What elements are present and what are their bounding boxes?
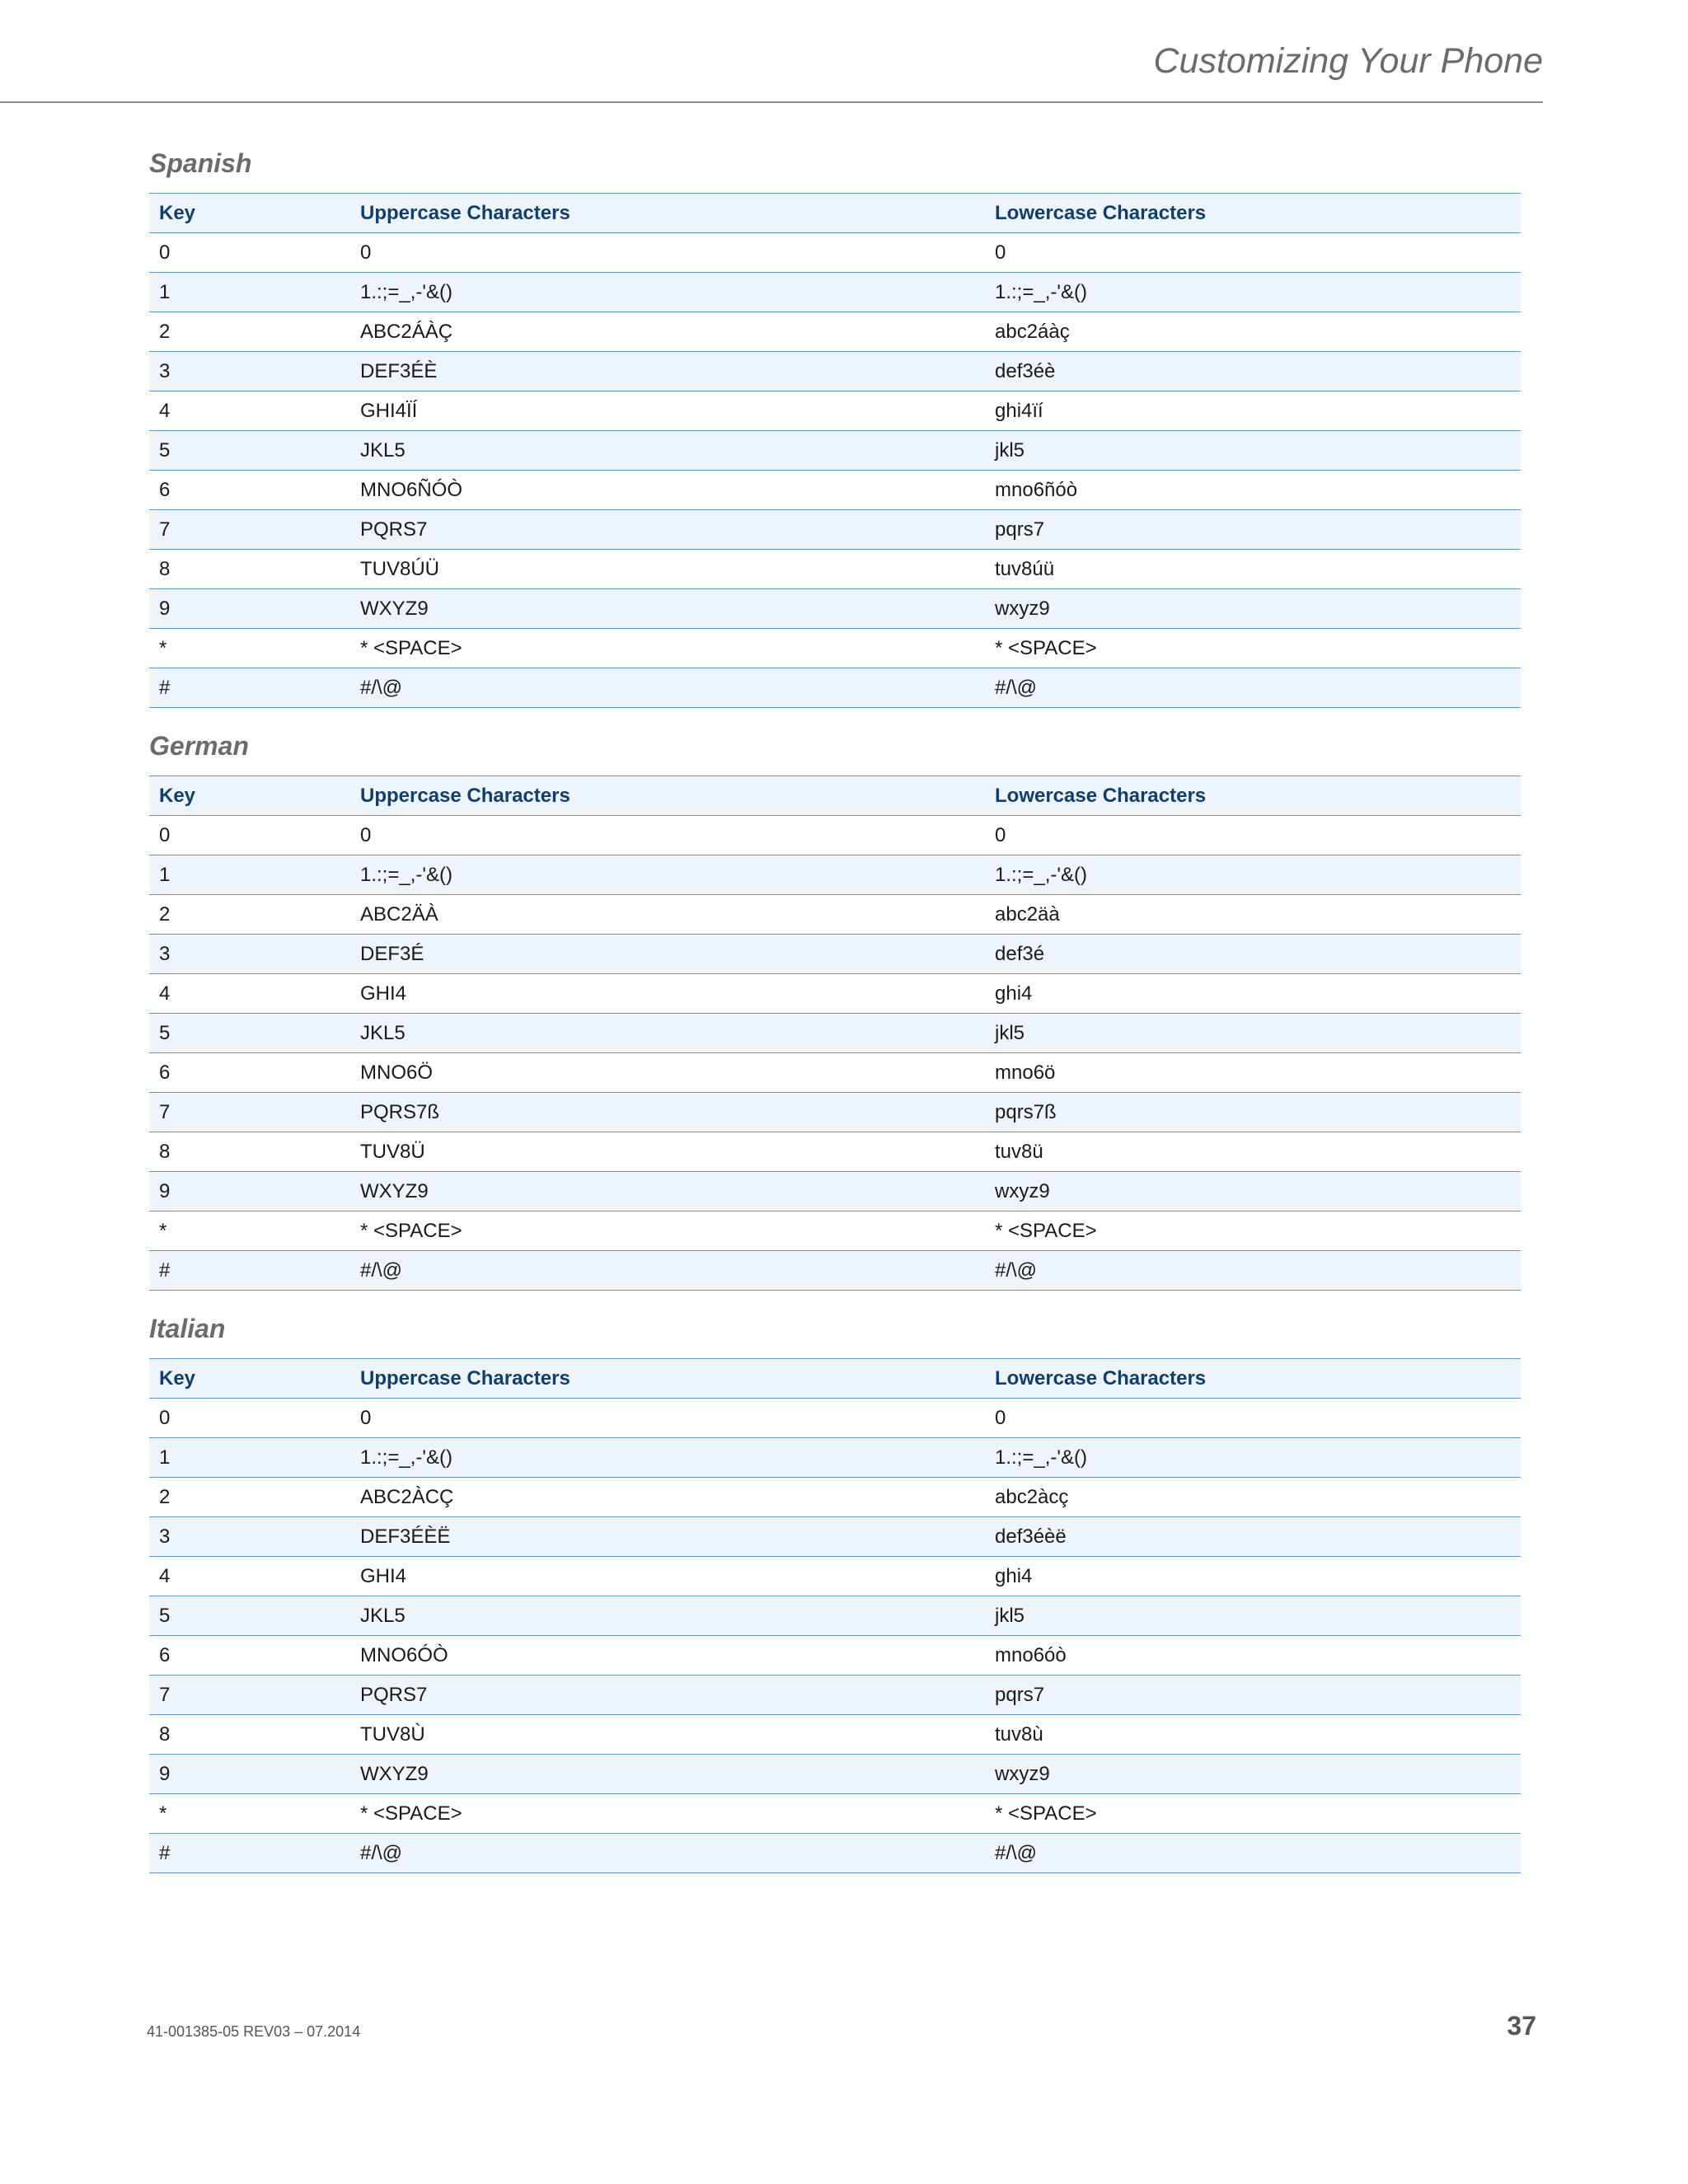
table-header-row <box>149 194 1521 233</box>
uppercase-cell: #/\@ <box>350 1251 985 1291</box>
uppercase-cell: WXYZ9 <box>350 1755 985 1794</box>
page-number: 37 <box>1507 2011 1536 2041</box>
table-row <box>149 273 1521 312</box>
lowercase-cell: #/\@ <box>985 1251 1521 1291</box>
key-cell: * <box>149 629 350 668</box>
key-cell: 2 <box>149 895 350 935</box>
lowercase-cell: mno6óò <box>985 1636 1521 1675</box>
table-row <box>149 1596 1521 1636</box>
key-cell: 7 <box>149 1675 350 1715</box>
spanish-character-table <box>149 193 1521 708</box>
key-cell: 4 <box>149 974 350 1014</box>
german-section <box>149 729 1521 1291</box>
lowercase-cell: wxyz9 <box>985 1172 1521 1212</box>
lowercase-cell: def3é <box>985 935 1521 974</box>
table-row <box>149 895 1521 935</box>
lowercase-cell: mno6ö <box>985 1053 1521 1093</box>
uppercase-cell: GHI4ÏÍ <box>350 391 985 431</box>
lowercase-cell: def3éè <box>985 352 1521 391</box>
page-header-title: Customizing Your Phone <box>1153 41 1543 81</box>
table-row <box>149 391 1521 431</box>
table-row <box>149 816 1521 855</box>
uppercase-cell: DEF3ÉÈË <box>350 1517 985 1557</box>
key-cell: # <box>149 668 350 708</box>
uppercase-cell: * <SPACE> <box>350 1212 985 1251</box>
key-cell: * <box>149 1212 350 1251</box>
uppercase-cell: ABC2ÄÀ <box>350 895 985 935</box>
italian-character-table <box>149 1358 1521 1873</box>
table-row <box>149 1053 1521 1093</box>
uppercase-cell: 1.:;=_,-'&() <box>350 855 985 895</box>
key-cell: 4 <box>149 391 350 431</box>
key-cell: 7 <box>149 1093 350 1132</box>
key-cell: # <box>149 1834 350 1873</box>
lowercase-cell: jkl5 <box>985 1014 1521 1053</box>
table-row <box>149 1794 1521 1834</box>
table-row <box>149 1834 1521 1873</box>
table-row <box>149 1251 1521 1291</box>
key-cell: 4 <box>149 1557 350 1596</box>
key-cell: # <box>149 1251 350 1291</box>
key-cell: 1 <box>149 855 350 895</box>
lowercase-cell: #/\@ <box>985 668 1521 708</box>
uppercase-cell: 0 <box>350 1399 985 1438</box>
lowercase-cell: 1.:;=_,-'&() <box>985 1438 1521 1478</box>
key-cell: 8 <box>149 1715 350 1755</box>
key-cell: 9 <box>149 1755 350 1794</box>
column-header-uppercase: Uppercase Characters <box>350 776 985 816</box>
key-cell: 2 <box>149 1478 350 1517</box>
uppercase-cell: PQRS7 <box>350 510 985 550</box>
lowercase-cell: abc2äà <box>985 895 1521 935</box>
lowercase-cell: tuv8ù <box>985 1715 1521 1755</box>
table-row <box>149 510 1521 550</box>
column-header-uppercase: Uppercase Characters <box>350 194 985 233</box>
column-header-lowercase: Lowercase Characters <box>985 776 1521 816</box>
column-header-key: Key <box>149 1359 350 1399</box>
table-row <box>149 668 1521 708</box>
uppercase-cell: * <SPACE> <box>350 1794 985 1834</box>
key-cell: 0 <box>149 233 350 273</box>
uppercase-cell: GHI4 <box>350 1557 985 1596</box>
lowercase-cell: ghi4 <box>985 1557 1521 1596</box>
uppercase-cell: 1.:;=_,-'&() <box>350 1438 985 1478</box>
uppercase-cell: JKL5 <box>350 431 985 471</box>
column-header-key: Key <box>149 776 350 816</box>
uppercase-cell: TUV8ÚÜ <box>350 550 985 589</box>
key-cell: 8 <box>149 1132 350 1172</box>
lowercase-cell: #/\@ <box>985 1834 1521 1873</box>
german-character-table <box>149 776 1521 1291</box>
lowercase-cell: 1.:;=_,-'&() <box>985 855 1521 895</box>
table-row <box>149 233 1521 273</box>
uppercase-cell: JKL5 <box>350 1596 985 1636</box>
table-row <box>149 1517 1521 1557</box>
table-row <box>149 1478 1521 1517</box>
section-title: German <box>149 731 249 761</box>
uppercase-cell: 0 <box>350 233 985 273</box>
lowercase-cell: jkl5 <box>985 1596 1521 1636</box>
spanish-section <box>149 147 1521 708</box>
table-row <box>149 974 1521 1014</box>
uppercase-cell: * <SPACE> <box>350 629 985 668</box>
lowercase-cell: 1.:;=_,-'&() <box>985 273 1521 312</box>
lowercase-cell: def3éèë <box>985 1517 1521 1557</box>
key-cell: 9 <box>149 1172 350 1212</box>
table-row <box>149 1557 1521 1596</box>
key-cell: 2 <box>149 312 350 352</box>
uppercase-cell: MNO6ÓÒ <box>350 1636 985 1675</box>
uppercase-cell: PQRS7ß <box>350 1093 985 1132</box>
key-cell: 8 <box>149 550 350 589</box>
uppercase-cell: #/\@ <box>350 668 985 708</box>
table-row <box>149 550 1521 589</box>
lowercase-cell: tuv8úü <box>985 550 1521 589</box>
key-cell: 5 <box>149 431 350 471</box>
lowercase-cell: ghi4 <box>985 974 1521 1014</box>
table-row <box>149 1212 1521 1251</box>
table-row <box>149 935 1521 974</box>
key-cell: 3 <box>149 352 350 391</box>
key-cell: 7 <box>149 510 350 550</box>
lowercase-cell: tuv8ü <box>985 1132 1521 1172</box>
key-cell: 3 <box>149 1517 350 1557</box>
uppercase-cell: ABC2ÁÀÇ <box>350 312 985 352</box>
uppercase-cell: MNO6ÑÓÒ <box>350 471 985 510</box>
key-cell: 1 <box>149 1438 350 1478</box>
uppercase-cell: ABC2ÀCÇ <box>350 1478 985 1517</box>
uppercase-cell: MNO6Ö <box>350 1053 985 1093</box>
key-cell: 9 <box>149 589 350 629</box>
lowercase-cell: 0 <box>985 1399 1521 1438</box>
uppercase-cell: #/\@ <box>350 1834 985 1873</box>
italian-section <box>149 1312 1521 1873</box>
document-number: 41-001385-05 REV03 – 07.2014 <box>147 2023 361 2040</box>
header-divider <box>0 101 1543 103</box>
column-header-uppercase: Uppercase Characters <box>350 1359 985 1399</box>
table-row <box>149 1675 1521 1715</box>
uppercase-cell: DEF3ÉÈ <box>350 352 985 391</box>
table-row <box>149 1399 1521 1438</box>
uppercase-cell: WXYZ9 <box>350 589 985 629</box>
key-cell: 3 <box>149 935 350 974</box>
uppercase-cell: GHI4 <box>350 974 985 1014</box>
lowercase-cell: * <SPACE> <box>985 1794 1521 1834</box>
table-row <box>149 1014 1521 1053</box>
table-row <box>149 1636 1521 1675</box>
uppercase-cell: DEF3É <box>350 935 985 974</box>
table-row <box>149 352 1521 391</box>
uppercase-cell: 1.:;=_,-'&() <box>350 273 985 312</box>
uppercase-cell: TUV8Ü <box>350 1132 985 1172</box>
table-row <box>149 1132 1521 1172</box>
lowercase-cell: 0 <box>985 233 1521 273</box>
key-cell: 0 <box>149 816 350 855</box>
lowercase-cell: pqrs7 <box>985 510 1521 550</box>
lowercase-cell: ghi4ïí <box>985 391 1521 431</box>
uppercase-cell: WXYZ9 <box>350 1172 985 1212</box>
key-cell: 5 <box>149 1014 350 1053</box>
table-row <box>149 471 1521 510</box>
table-row <box>149 1438 1521 1478</box>
lowercase-cell: jkl5 <box>985 431 1521 471</box>
uppercase-cell: JKL5 <box>350 1014 985 1053</box>
lowercase-cell: abc2áàç <box>985 312 1521 352</box>
table-row <box>149 855 1521 895</box>
lowercase-cell: wxyz9 <box>985 1755 1521 1794</box>
table-row <box>149 431 1521 471</box>
table-row <box>149 312 1521 352</box>
key-cell: 0 <box>149 1399 350 1438</box>
table-row <box>149 629 1521 668</box>
lowercase-cell: mno6ñóò <box>985 471 1521 510</box>
lowercase-cell: abc2àcç <box>985 1478 1521 1517</box>
key-cell: 5 <box>149 1596 350 1636</box>
uppercase-cell: 0 <box>350 816 985 855</box>
section-title: Italian <box>149 1314 226 1343</box>
lowercase-cell: * <SPACE> <box>985 629 1521 668</box>
key-cell: * <box>149 1794 350 1834</box>
table-row <box>149 1093 1521 1132</box>
lowercase-cell: * <SPACE> <box>985 1212 1521 1251</box>
uppercase-cell: PQRS7 <box>350 1675 985 1715</box>
table-header-row <box>149 1359 1521 1399</box>
key-cell: 6 <box>149 471 350 510</box>
column-header-lowercase: Lowercase Characters <box>985 194 1521 233</box>
table-row <box>149 589 1521 629</box>
table-row <box>149 1715 1521 1755</box>
key-cell: 1 <box>149 273 350 312</box>
table-row <box>149 1755 1521 1794</box>
column-header-lowercase: Lowercase Characters <box>985 1359 1521 1399</box>
lowercase-cell: 0 <box>985 816 1521 855</box>
lowercase-cell: pqrs7ß <box>985 1093 1521 1132</box>
key-cell: 6 <box>149 1636 350 1675</box>
section-title: Spanish <box>149 148 252 178</box>
uppercase-cell: TUV8Ù <box>350 1715 985 1755</box>
column-header-key: Key <box>149 194 350 233</box>
key-cell: 6 <box>149 1053 350 1093</box>
table-header-row <box>149 776 1521 816</box>
table-row <box>149 1172 1521 1212</box>
lowercase-cell: wxyz9 <box>985 589 1521 629</box>
lowercase-cell: pqrs7 <box>985 1675 1521 1715</box>
